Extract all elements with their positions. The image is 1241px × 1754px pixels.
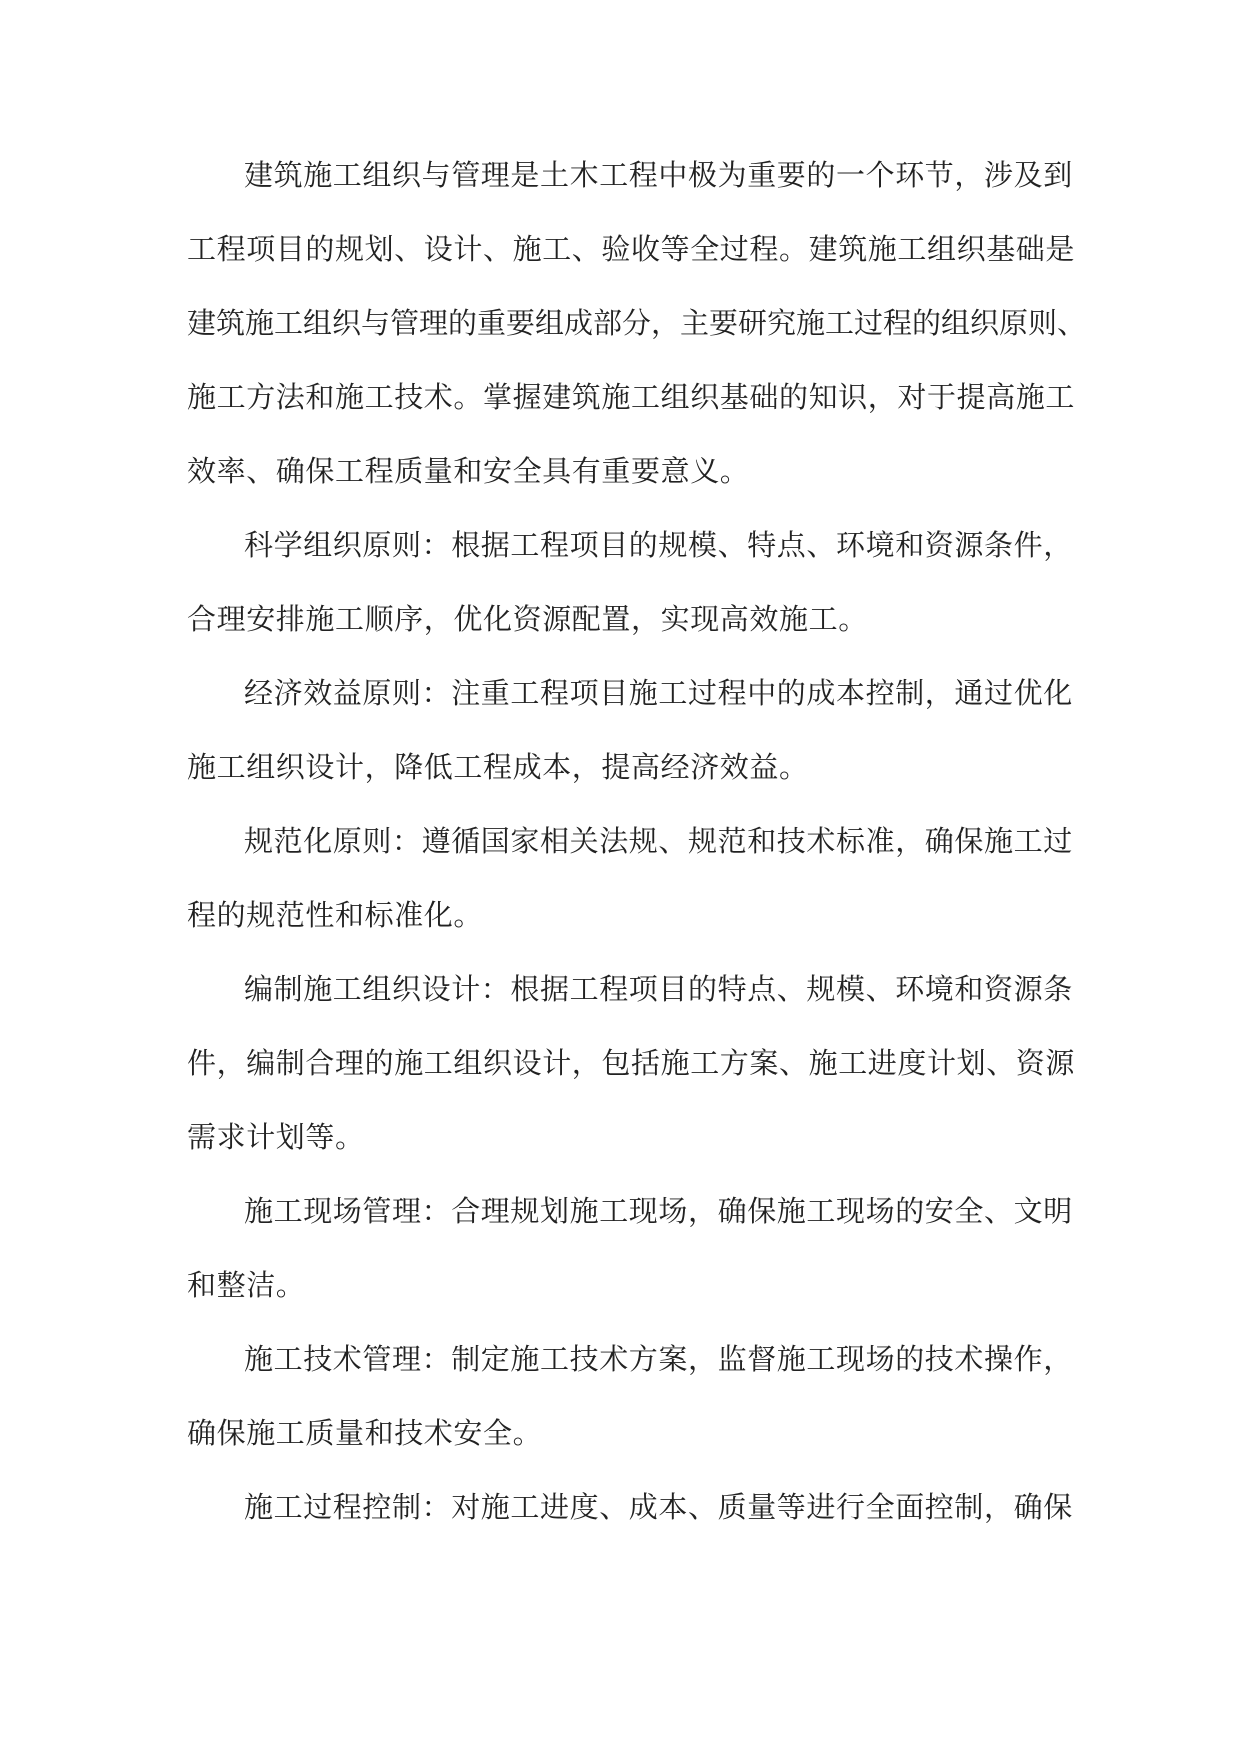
paragraph-standard-line-1: 规范化原则：遵循国家相关法规、规范和技术标准，确保施工过 [244, 824, 1073, 858]
paragraph-intro-line-3: 建筑施工组织与管理的重要组成部分，主要研究施工过程的组织原则、 [187, 306, 1087, 340]
paragraph-science-line-1: 科学组织原则：根据工程项目的规模、特点、环境和资源条件， [244, 528, 1073, 562]
paragraph-intro-line-5: 效率、确保工程质量和安全具有重要意义。 [187, 454, 750, 488]
paragraph-intro-line-2: 工程项目的规划、设计、施工、验收等全过程。建筑施工组织基础是 [187, 232, 1076, 266]
paragraph-economy-line-2: 施工组织设计，降低工程成本，提高经济效益。 [187, 750, 809, 784]
paragraph-tech-line-2: 确保施工质量和技术安全。 [187, 1416, 543, 1450]
paragraph-control-line-1: 施工过程控制：对施工进度、成本、质量等进行全面控制，确保 [244, 1490, 1073, 1524]
paragraph-standard-line-2: 程的规范性和标准化。 [187, 898, 484, 932]
paragraph-design-line-1: 编制施工组织设计：根据工程项目的特点、规模、环境和资源条 [244, 972, 1073, 1006]
paragraph-site-line-1: 施工现场管理：合理规划施工现场，确保施工现场的安全、文明 [244, 1194, 1073, 1228]
document-body [187, 145, 1087, 1551]
paragraph-design-line-3: 需求计划等。 [187, 1120, 365, 1154]
paragraph-economy-line-1: 经济效益原则：注重工程项目施工过程中的成本控制，通过优化 [244, 676, 1073, 710]
paragraph-design-line-2: 件，编制合理的施工组织设计，包括施工方案、施工进度计划、资源 [187, 1046, 1076, 1080]
paragraph-science-line-2: 合理安排施工顺序，优化资源配置，实现高效施工。 [187, 602, 868, 636]
paragraph-intro-line-1: 建筑施工组织与管理是土木工程中极为重要的一个环节，涉及到 [244, 158, 1073, 192]
paragraph-intro-line-4: 施工方法和施工技术。掌握建筑施工组织基础的知识，对于提高施工 [187, 380, 1076, 414]
paragraph-site-line-2: 和整洁。 [187, 1268, 306, 1302]
paragraph-tech-line-1: 施工技术管理：制定施工技术方案，监督施工现场的技术操作， [244, 1342, 1073, 1376]
